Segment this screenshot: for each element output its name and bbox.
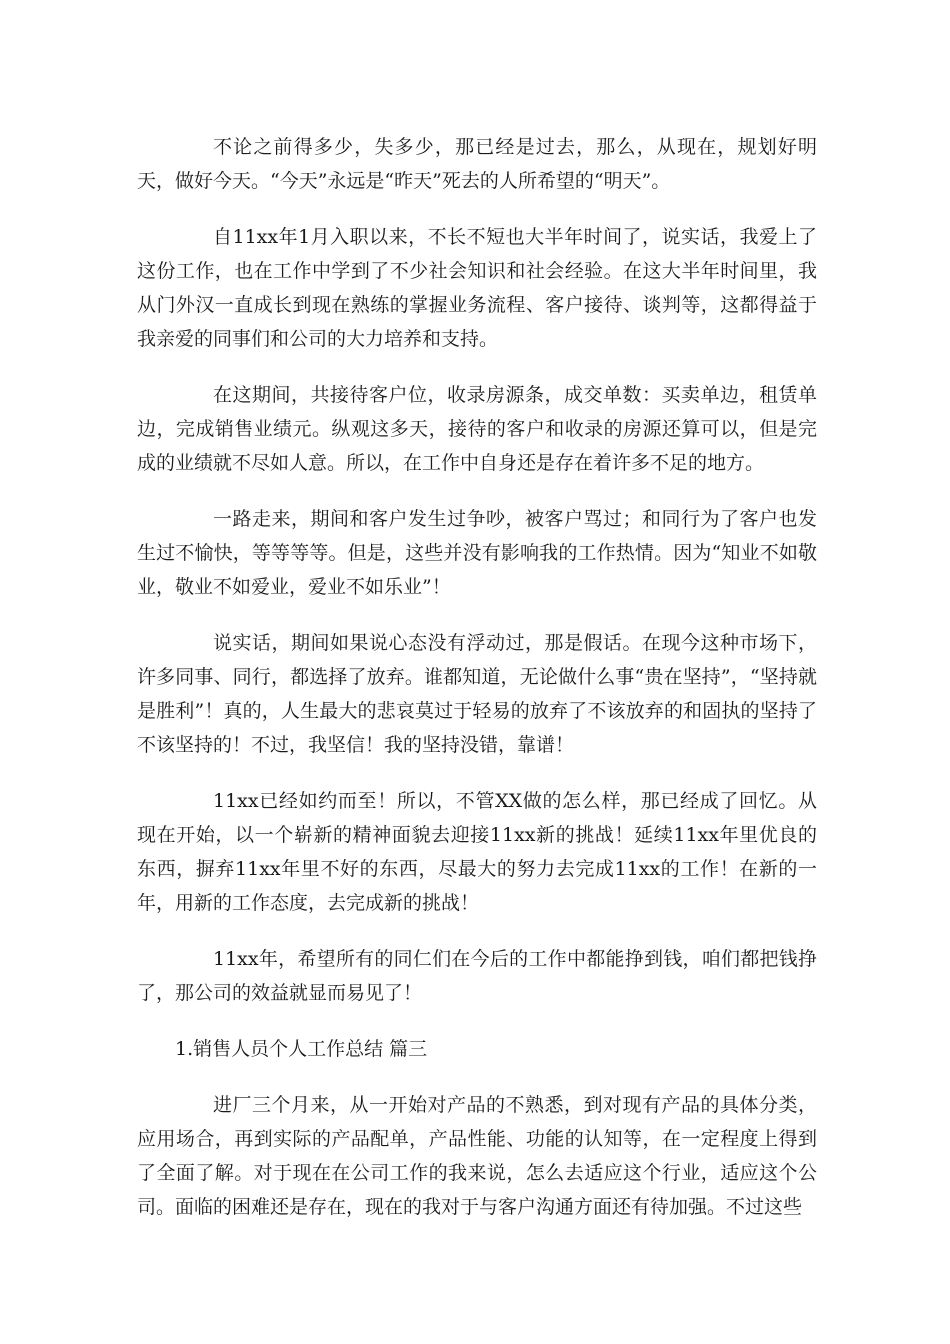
paragraph-4: 一路走来，期间和客户发生过争吵，被客户骂过；和同行为了客户也发生过不愉快，等等等等。但是，这些并没有影响我的工作热情。因为“知业不如敬业，敬业不如爱业，爱业不如乐业”！	[137, 508, 817, 598]
section-heading: 1.销售人员个人工作总结 篇三	[175, 1038, 428, 1060]
paragraph-2: 自11xx年1月入职以来，不长不短也大半年时间了，说实话，我爱上了这份工作，也在工作中学到了不少社会知识和社会经验。在这大半年时间里，我从门外汉一直成长到现在熟练的掌握业务流程、客户接待、谈判等，这都得益于我亲爱的同事们和公司的大力培养和支持。	[137, 226, 817, 350]
paragraph-3: 在这期间，共接待客户位，收录房源条，成交单数：买卖单边，租赁单边，完成销售业绩元。纵观这多天，接待的客户和收录的房源还算可以，但是完成的业绩就不尽如人意。所以，在工作中自身还是存在着许多不足的地方。	[137, 384, 817, 474]
paragraph-1: 不论之前得多少，失多少，那已经是过去，那么，从现在，规划好明天，做好今天。“今天”永远是“昨天”死去的人所希望的“明天”。	[137, 136, 817, 192]
paragraph-6: 11xx已经如约而至！所以，不管XX做的怎么样，那已经成了回忆。从现在开始，以一个崭新的精神面貌去迎接11xx新的挑战！延续11xx年里优良的东西，摒弃11xx年里不好的东西，尽最大的努力去完成11xx的工作！在新的一年，用新的工作态度，去完成新的挑战！	[137, 790, 817, 914]
paragraph-5: 说实话，期间如果说心态没有浮动过，那是假话。在现今这种市场下，许多同事、同行，都选择了放弃。谁都知道，无论做什么事“贵在坚持”，“坚持就是胜利”！真的，人生最大的悲哀莫过于轻易的放弃了不该放弃的和固执的坚持了不该坚持的！不过，我坚信！我的坚持没错，靠谱！	[137, 632, 817, 756]
paragraph-7: 11xx年，希望所有的同仁们在今后的工作中都能挣到钱，咱们都把钱挣了，那公司的效益就显而易见了！	[137, 948, 817, 1004]
document-body	[137, 130, 817, 1246]
paragraph-8: 进厂三个月来，从一开始对产品的不熟悉，到对现有产品的具体分类，应用场合，再到实际的产品配单，产品性能、功能的认知等，在一定程度上得到了全面了解。对于现在在公司工作的我来说，怎么去适应这个行业，适应这个公司。面临的困难还是存在，现在的我对于与客户沟通方面还有待加强。不过这些	[137, 1094, 817, 1218]
